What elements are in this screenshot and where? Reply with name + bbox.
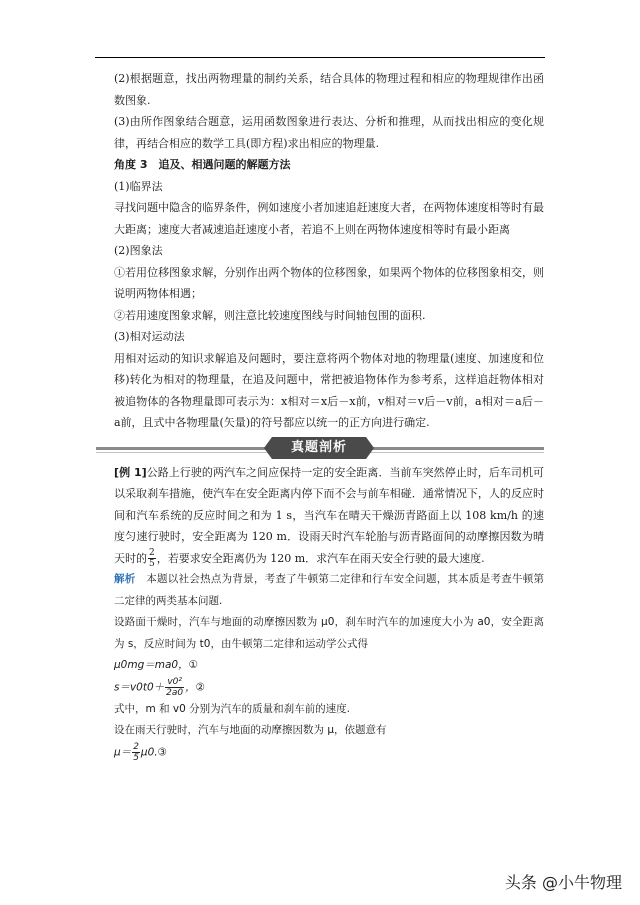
equation-3-num: 2 xyxy=(133,741,139,752)
example-problem xyxy=(114,462,544,570)
paragraph-step3: (3)由所作图象结合题意，运用函数图象进行表达、分析和推理，从而找出相应的变化规律，再结合相应的数学工具(即方程)求出相应的物理量. xyxy=(114,115,544,150)
equation-3 xyxy=(114,742,544,764)
method2-title: (2)图象法 xyxy=(114,244,163,257)
equation-2-fraction xyxy=(165,677,184,698)
example-text-2: ，若要求安全距离仍为 120 m．求汽车在雨天安全行驶的最大速度. xyxy=(156,551,485,565)
solution-intro xyxy=(114,569,544,612)
example-text-1: 公路上行驶的两汽车之间应保持一定的安全距离．当前车突然停止时，后车司机可以采取刹车措施，使汽车在安全距离内停下而不会与前车相碰．通常情况下，人的反应时间和汽车系统的反应时间之和为 1 s，当汽车在晴天干燥沥青路面上以 108 km/h 的速度匀速行驶时，安全距离为 120 m．设雨天时汽车轮胎与沥青路面间的动摩擦因数为晴天时的 xyxy=(114,465,544,565)
equation-3-left: μ＝ xyxy=(114,746,132,758)
section-banner xyxy=(96,435,544,461)
banner-title: 真题剖析 xyxy=(272,437,366,459)
solution-s3: 式中，m 和 v0 分别为汽车的质量和刹车前的速度. xyxy=(114,702,350,715)
paragraph-step2: (2)根据题意，找出两物理量的制约关系，结合具体的物理过程和相应的物理规律作出函数图象. xyxy=(114,72,544,107)
method3-body: 用相对运动的知识求解追及问题时，要注意将两个物体对地的物理量(速度、加速度和位移)转化为相对的物理量，在追及问题中，常把被追物体作为参考系，这样追赶物体相对被追物体的各物理量即可表示为：x相对＝x后－x前，v相对＝v后－v前，a相对＝a后－a前，且式中各物理量(矢量)的符号都应以统一的正方向进行确定. xyxy=(114,351,544,429)
equation-2-num: v0² xyxy=(165,677,184,688)
example-fraction-den: 5 xyxy=(149,559,155,569)
equation-3-right: μ0.③ xyxy=(140,746,168,758)
section-heading-angle3: 角度 3 追及、相遇问题的解题方法 xyxy=(114,158,291,171)
equation-2 xyxy=(114,677,544,699)
solution-block xyxy=(114,569,544,764)
equation-1: μ0mg＝ma0，① xyxy=(114,659,199,671)
method2-item-a: ①若用位移图象求解，分别作出两个物体的位移图象，如果两个物体的位移图象相交，则说明两物体相遇； xyxy=(114,265,544,300)
equation-2-left: s＝v0t0＋ xyxy=(114,681,165,693)
header-rule xyxy=(95,57,545,58)
watermark: 头条 @小牛物理 xyxy=(504,873,622,892)
example-label: [例 1] xyxy=(114,465,147,479)
example-fraction-num: 2 xyxy=(149,548,155,558)
equation-3-fraction xyxy=(132,742,140,763)
solution-label: 解析 xyxy=(114,573,136,585)
content-body xyxy=(114,68,544,764)
solution-s4: 设在雨天行驶时，汽车与地面的动摩擦因数为 μ，依题意有 xyxy=(114,724,387,736)
equation-2-tag: ，② xyxy=(185,681,206,693)
solution-s1: 本题以社会热点为背景，考查了牛顿第二定律和行车安全问题，其本质是考查牛顿第二定律的两类基本问题. xyxy=(114,573,545,607)
method1-body: 寻找问题中隐含的临界条件，例如速度小者加速追赶速度大者，在两物体速度相等时有最大距离；速度大者减速追赶速度小者，若追不上则在两物体速度相等时有最小距离 xyxy=(114,201,544,236)
equation-3-den: 5 xyxy=(133,752,139,763)
method1-title: (1)临界法 xyxy=(114,179,163,193)
equation-2-den: 2a0 xyxy=(166,687,184,698)
solution-s2: 设路面干燥时，汽车与地面的动摩擦因数为 μ0，刹车时汽车的加速度大小为 a0，安全距离为 s，反应时间为 t0，由牛顿第二定律和运动学公式得 xyxy=(114,616,544,650)
method2-item-b: ②若用速度图象求解，则注意比较速度图线与时间轴包围的面积. xyxy=(114,308,426,322)
example-fraction xyxy=(148,548,156,569)
method3-title: (3)相对运动法 xyxy=(114,330,185,343)
